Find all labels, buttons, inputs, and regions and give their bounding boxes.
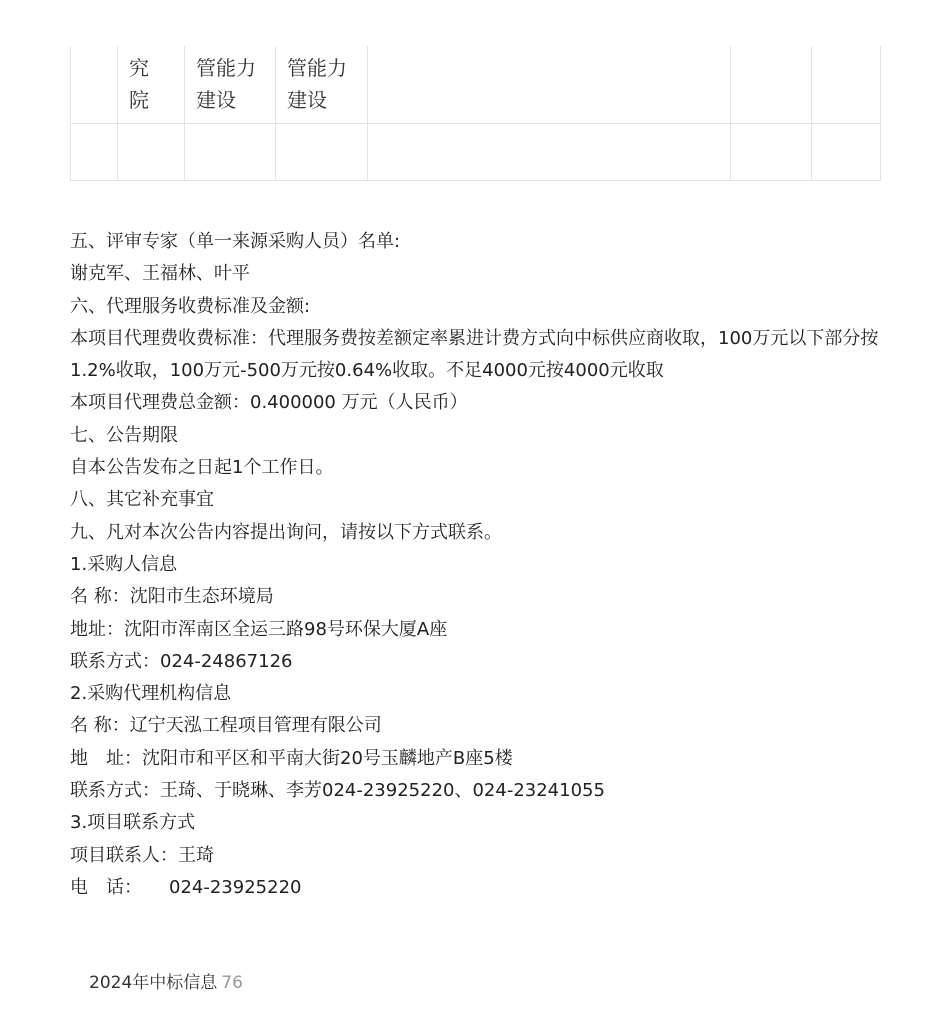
section-heading-notice-period: 七、公告期限 bbox=[70, 424, 178, 446]
results-table-fragment bbox=[70, 46, 880, 181]
project-contact-heading: 3.项目联系方式 bbox=[70, 812, 196, 834]
table-row bbox=[71, 124, 881, 181]
agency-fee-standard: 本项目代理费收费标准：代理服务费按差额定率累进计费方式向中标供应商收取，100万元以下部分按1.2%收取，100万元-500万元按0.64%收取。不足4000元按4000元收取 bbox=[70, 327, 879, 382]
expert-names: 谢克军、王福林、叶平 bbox=[70, 263, 250, 285]
agency-address: 地 址：沈阳市和平区和平南大街20号玉麟地产B座5楼 bbox=[70, 747, 513, 769]
purchaser-info-heading: 1.采购人信息 bbox=[70, 553, 178, 575]
announcement-body bbox=[70, 226, 890, 904]
table-cell bbox=[812, 46, 881, 124]
page-number: 76 bbox=[221, 973, 243, 993]
project-contact-person: 项目联系人：王琦 bbox=[70, 844, 214, 866]
purchaser-name: 名 称：沈阳市生态环境局 bbox=[70, 586, 274, 608]
page-footer bbox=[89, 970, 243, 996]
purchaser-address: 地址：沈阳市浑南区全运三路98号环保大厦A座 bbox=[70, 618, 448, 640]
table-cell bbox=[731, 46, 812, 124]
section-heading-other-matters: 八、其它补充事宜 bbox=[70, 489, 214, 511]
table-cell bbox=[71, 46, 118, 124]
section-heading-experts: 五、评审专家（单一来源采购人员）名单: bbox=[70, 231, 401, 252]
agency-name: 名 称：辽宁天泓工程项目管理有限公司 bbox=[70, 715, 382, 737]
table-cell bbox=[71, 124, 118, 181]
notice-period-text: 自本公告发布之日起1个工作日。 bbox=[70, 457, 334, 479]
section-heading-contact: 九、凡对本次公告内容提出询问，请按以下方式联系。 bbox=[70, 521, 502, 543]
table-cell bbox=[118, 124, 185, 181]
agency-contact: 联系方式：王琦、于晓琳、李芳024-23925220、024-23241055 bbox=[70, 780, 605, 802]
agency-info-heading: 2.采购代理机构信息 bbox=[70, 683, 232, 705]
results-table bbox=[70, 46, 881, 181]
table-cell bbox=[812, 124, 881, 181]
table-cell bbox=[185, 124, 276, 181]
section-heading-agency-fee: 六、代理服务收费标准及金额: bbox=[70, 295, 311, 317]
footer-label: 2024年中标信息 bbox=[89, 973, 218, 993]
table-row bbox=[71, 46, 881, 124]
table-cell: 管能力 建设 bbox=[276, 46, 368, 124]
table-cell bbox=[368, 46, 731, 124]
table-cell bbox=[276, 124, 368, 181]
table-cell: 管能力 建设 bbox=[185, 46, 276, 124]
table-cell bbox=[368, 124, 731, 181]
table-cell: 究 院 bbox=[118, 46, 185, 124]
purchaser-contact: 联系方式：024-24867126 bbox=[70, 650, 293, 672]
agency-fee-total: 本项目代理费总金额：0.400000 万元（人民币） bbox=[70, 392, 468, 414]
table-cell bbox=[731, 124, 812, 181]
project-contact-phone: 电 话： 024-23925220 bbox=[70, 876, 302, 898]
